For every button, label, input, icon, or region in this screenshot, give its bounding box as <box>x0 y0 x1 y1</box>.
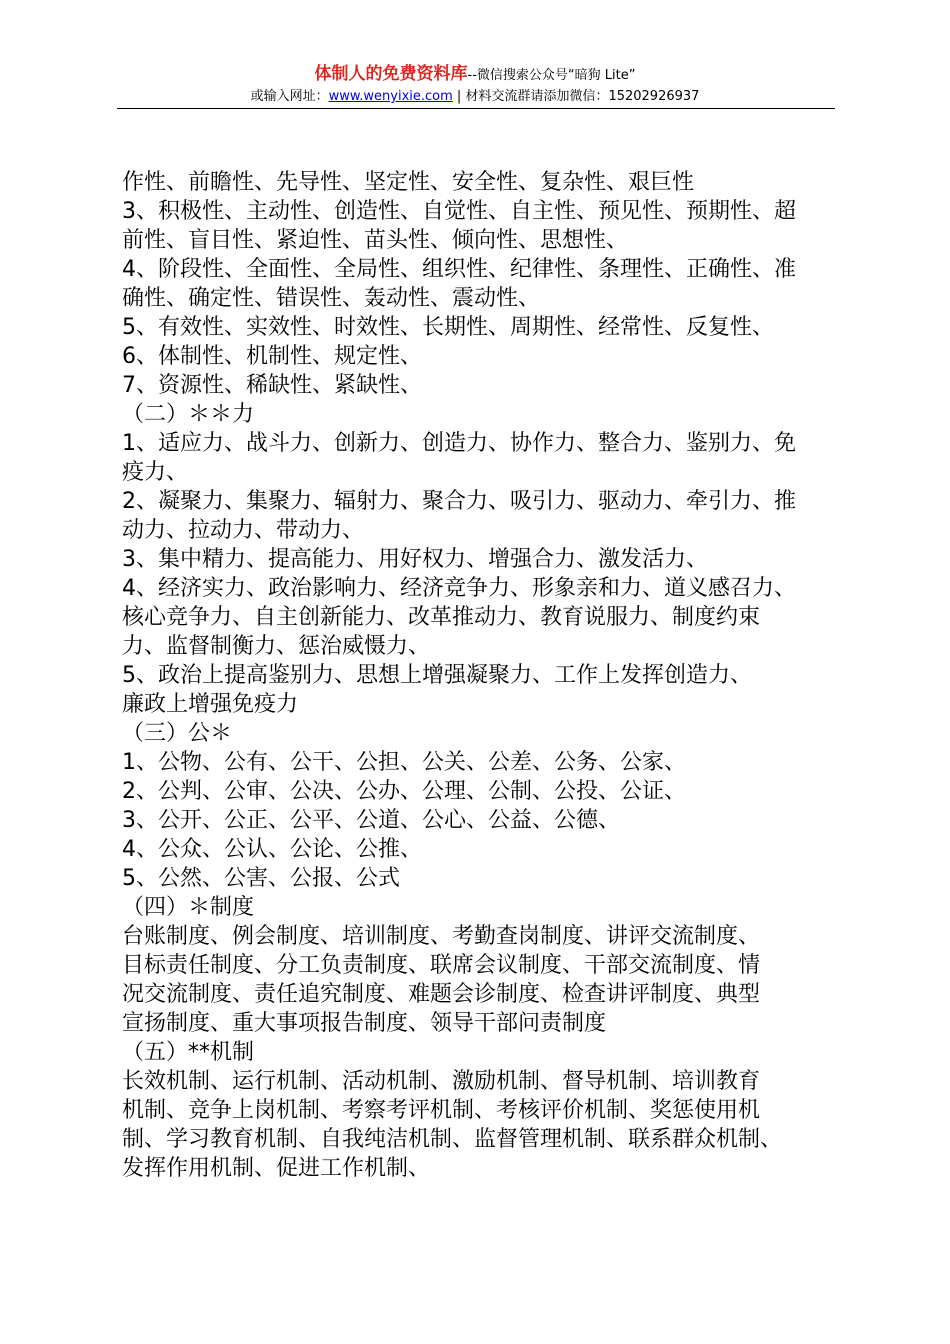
header-divider <box>117 108 835 109</box>
text-line: 4、公众、公认、公论、公推、 <box>122 837 422 862</box>
text-line: 4、经济实力、政治影响力、经济竞争力、形象亲和力、道义感召力、 <box>122 576 796 601</box>
text-line: 5、公然、公害、公报、公式 <box>122 866 400 891</box>
text-line: 机制、竞争上岗机制、考察考评机制、考核评价机制、奖惩使用机 <box>122 1098 761 1123</box>
url-prefix: 或输入网址： <box>250 89 329 104</box>
text-line: 动力、拉动力、带动力、 <box>122 518 365 543</box>
text-line: （五）**机制 <box>122 1040 255 1065</box>
page-header <box>0 62 950 106</box>
text-line: 7、资源性、稀缺性、紧缺性、 <box>122 373 422 398</box>
text-line: 2、公判、公审、公决、公办、公理、公制、公投、公证、 <box>122 779 686 804</box>
text-line: 况交流制度、责任追究制度、难题会诊制度、检查讲评制度、典型 <box>122 982 761 1007</box>
text-line: 5、有效性、实效性、时效性、长期性、周期性、经常性、反复性、 <box>122 315 774 340</box>
text-line: 前性、盲目性、紧迫性、苗头性、倾向性、思想性、 <box>122 228 629 253</box>
text-line: （三）公＊ <box>122 721 233 746</box>
header-tagline: --微信搜索公众号“暗狗 Lite” <box>467 68 636 83</box>
header-title-line <box>0 62 950 86</box>
text-line: 5、政治上提高鉴别力、思想上增强凝聚力、工作上发挥创造力、 <box>122 663 752 688</box>
text-line: （四）＊制度 <box>122 895 255 920</box>
text-line: 4、阶段性、全面性、全局性、组织性、纪律性、条理性、正确性、准 <box>122 257 796 282</box>
text-line: 作性、前瞻性、先导性、坚定性、安全性、复杂性、艰巨性 <box>122 170 695 195</box>
header-contact-line <box>0 88 950 106</box>
text-line: 1、公物、公有、公干、公担、公关、公差、公务、公家、 <box>122 750 686 775</box>
text-line: 长效机制、运行机制、活动机制、激励机制、督导机制、培训教育 <box>122 1069 761 1094</box>
text-line: 宣扬制度、重大事项报告制度、领导干部问责制度 <box>122 1011 607 1036</box>
text-line: 台账制度、例会制度、培训制度、考勤查岗制度、讲评交流制度、 <box>122 924 761 949</box>
text-line: 制、学习教育机制、自我纯洁机制、监督管理机制、联系群众机制、 <box>122 1127 783 1152</box>
text-line: 3、公开、公正、公平、公道、公心、公益、公德、 <box>122 808 620 833</box>
text-line: 核心竞争力、自主创新能力、改革推动力、教育说服力、制度约束 <box>122 605 761 630</box>
text-line: （二）＊＊力 <box>122 402 255 427</box>
text-line: 疫力、 <box>122 460 189 485</box>
text-line: 确性、确定性、错误性、轰动性、震动性、 <box>122 286 541 311</box>
text-line: 廉政上增强免疫力 <box>122 692 299 717</box>
text-line: 目标责任制度、分工负责制度、联席会议制度、干部交流制度、情 <box>122 953 761 978</box>
text-line: 力、监督制衡力、惩治威慑力、 <box>122 634 431 659</box>
text-line: 1、适应力、战斗力、创新力、创造力、协作力、整合力、鉴别力、免 <box>122 431 796 456</box>
contact-info: | 材料交流群请添加微信：15202926937 <box>452 89 700 104</box>
text-line: 发挥作用机制、促进工作机制、 <box>122 1156 431 1181</box>
text-line: 2、凝聚力、集聚力、辐射力、聚合力、吸引力、驱动力、牵引力、推 <box>122 489 796 514</box>
text-line: 6、体制性、机制性、规定性、 <box>122 344 422 369</box>
brand-title: 体制人的免费资料库 <box>314 64 468 84</box>
text-line: 3、集中精力、提高能力、用好权力、增强合力、激发活力、 <box>122 547 708 572</box>
document-body <box>122 168 838 1183</box>
text-line: 3、积极性、主动性、创造性、自觉性、自主性、预见性、预期性、超 <box>122 199 796 224</box>
website-link[interactable]: www.wenyixie.com <box>328 89 453 104</box>
